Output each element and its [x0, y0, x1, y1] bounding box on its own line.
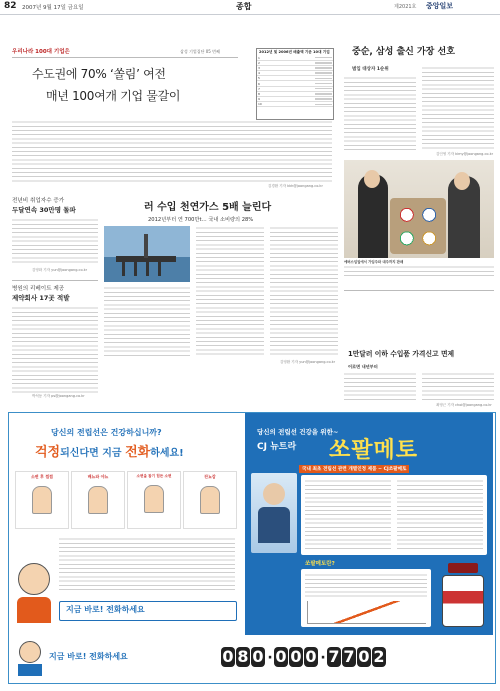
- ad-section: [8, 412, 496, 684]
- ad-left-call-bar: [59, 601, 237, 621]
- left1-byline: 김영화 기자 yun@joongang.co.kr: [32, 268, 88, 272]
- table-rank-cell: 6: [257, 81, 314, 86]
- photo-caption: [344, 260, 494, 284]
- right-bottom-byline: 최영근 기자 choi@joongang.co.kr: [436, 403, 492, 407]
- phone-mascot-head: [19, 641, 41, 663]
- page-number: 82: [4, 1, 17, 11]
- ad-right-man: [263, 483, 285, 505]
- center-body-col3: [270, 226, 338, 358]
- phone-digit: 7: [343, 647, 355, 666]
- right-bottom-kicker: 어로면 내년부터: [348, 364, 378, 369]
- ad-left-headline-word1: 걱정: [35, 445, 61, 460]
- ad-right-image: [251, 473, 297, 553]
- bottle-cap: [448, 563, 478, 573]
- left-small-article-1: [12, 196, 98, 276]
- phone-digit: 0: [358, 647, 370, 666]
- center-byline: 김영환 기자 yun@joongang.co.kr: [280, 360, 336, 364]
- panel-1: [15, 471, 69, 529]
- left2-headline: 제약회사 17곳 적발: [12, 294, 70, 302]
- phone-bar: [9, 637, 493, 681]
- table-rank-cell: 3: [257, 65, 314, 70]
- photo-person-left-face: [364, 170, 380, 188]
- ad-left-headline-word4: 하세요!: [150, 448, 184, 459]
- panel-4: [183, 471, 237, 529]
- newspaper-logo: 중앙일보: [426, 2, 454, 10]
- phone-digit: 8: [237, 647, 249, 666]
- photo-caption-text: [344, 265, 494, 279]
- left-small-article-2: [12, 284, 98, 402]
- left2-body: [12, 306, 98, 394]
- ad-right-chart-line: [307, 601, 426, 624]
- right-bottom-headline: 1만달러 이하 수입품 가격신고 면제: [348, 350, 455, 358]
- photo-plates-display: [390, 198, 446, 254]
- ad-right-man-body: [258, 507, 290, 543]
- main-article-byline: 김경환 기자 kkh@joongang.co.kr: [268, 184, 323, 188]
- center-body-col2: [196, 226, 264, 358]
- ad-left-headline-word2: 되신다면 지금: [60, 448, 126, 459]
- phone-number[interactable]: [221, 647, 387, 667]
- table-rank-cell: 8: [257, 91, 314, 96]
- divider: [12, 280, 98, 281]
- phone-separator: ·: [320, 650, 326, 666]
- center-subhead: 2012년부터 연 700만t… 국내 소비량의 28%: [148, 217, 254, 223]
- panel-3-label: 소변을 참기 힘든 소변: [136, 474, 172, 478]
- main-article-body: [12, 120, 332, 182]
- table-company-cell: [314, 102, 333, 107]
- main-headline-line1: 수도권에 70% ‘쏠림’ 여전: [32, 67, 166, 81]
- right-top-headline: 중순, 삼성 출신 가장 선호: [352, 47, 455, 57]
- ad-right-info-col1: [305, 479, 391, 549]
- ad-right-banner: 국내 최초 전립선 관련 개별인정 제품 ~ CJ쏘팔메토: [299, 465, 409, 473]
- photo-person-right-face: [454, 172, 470, 190]
- panel-2-figure: [88, 486, 108, 514]
- divider: [344, 290, 494, 291]
- phone-digit: 0: [275, 647, 287, 666]
- center-headline: 러 수입 천연가스 5배 늘린다: [144, 202, 272, 213]
- phone-digit: 0: [252, 647, 264, 666]
- ad-left-body: [59, 537, 235, 593]
- photo-platform-tower: [144, 234, 148, 258]
- left1-headline: 두달연속 30만명 돌파: [12, 206, 76, 214]
- table-rank-cell: 2: [257, 60, 314, 65]
- phone-digit: 2: [373, 647, 385, 666]
- photo-platform-legs: [122, 262, 170, 276]
- left1-kicker: 전년비 취업자수 증가: [12, 198, 65, 204]
- photo-gas-platform: [104, 226, 190, 282]
- right-top-byline: 김인영 기자 kimy@joongang.co.kr: [436, 152, 494, 156]
- ad-right: [245, 413, 493, 635]
- ad-left-mascot: [13, 563, 55, 623]
- ad-right-question: 당신의 전립선 건강을 위한~: [257, 428, 339, 436]
- right-top-body-col2: [422, 66, 494, 150]
- phone-mascot-body: [18, 664, 42, 676]
- panel-1-label: 소변 후 찝찝: [30, 474, 54, 479]
- ad-right-chart-box: [301, 569, 431, 627]
- issue-date: 2007년 9월 17일 금요일: [22, 5, 84, 11]
- ranking-table-title: 2012년 및 2006년 매출액 기준 10대 기업: [259, 50, 330, 54]
- ad-right-bottle: [441, 563, 485, 627]
- phone-digit: 0: [290, 647, 302, 666]
- left1-body: [12, 218, 98, 266]
- main-headline-line2: 매년 100여개 기업 물갈이: [46, 89, 181, 103]
- right-bottom-body-col2: [422, 372, 494, 402]
- ad-right-product: 쏘팔메토: [329, 438, 419, 463]
- panel-2: [71, 471, 125, 529]
- phone-digit: 0: [305, 647, 317, 666]
- ad-left-headline: [35, 441, 184, 460]
- panel-3: [127, 471, 181, 529]
- table-rank-cell: 10: [257, 102, 314, 107]
- ad-left-panels: [15, 471, 235, 527]
- ad-left-subhead: 당신의 전립선은 건강하십니까?: [51, 428, 162, 437]
- mascot-body: [17, 597, 51, 623]
- ad-left-call-text: 지금 바로! 전화하세요: [66, 605, 145, 614]
- photo-caption-title: 에버스임일에서 가임주와 대주까지 판매: [344, 260, 404, 264]
- panel-4-figure: [200, 486, 220, 514]
- divider: [12, 57, 238, 58]
- ad-left: [9, 413, 241, 635]
- right-bottom-article: [344, 298, 494, 408]
- left2-kicker: 병원의 리베이트 제공: [12, 286, 65, 292]
- panel-3-figure: [144, 485, 164, 513]
- phone-digit: 7: [328, 647, 340, 666]
- ranking-table: [256, 48, 334, 120]
- ad-right-info-col2: [397, 479, 483, 549]
- table-rank-cell: 7: [257, 86, 314, 91]
- main-article-header: [12, 47, 238, 115]
- ad-right-sub: 쏘팔메토란?: [305, 561, 335, 567]
- phone-mascot: [15, 641, 45, 675]
- phone-cta: 지금 바로! 전화하세요: [49, 652, 128, 661]
- bottle-body: [442, 575, 484, 627]
- phone-separator: ·: [267, 650, 273, 666]
- main-article-kicker: 우리나라 100대 기업은: [12, 49, 70, 55]
- panel-1-figure: [32, 486, 52, 514]
- left2-byline: 박석동 기자 ps@joongang.co.kr: [32, 394, 85, 398]
- mascot-head: [18, 563, 50, 595]
- ad-right-info-box: [301, 475, 487, 555]
- ad-right-chart-text: [305, 573, 427, 597]
- table-rank-cell: 5: [257, 76, 314, 81]
- center-article: [104, 194, 338, 406]
- phone-digit: 0: [222, 647, 234, 666]
- right-bottom-body-col1: [344, 372, 416, 402]
- panel-2-label: 배뇨와 야뇨: [87, 474, 109, 479]
- photo-saleswomen: [344, 160, 494, 258]
- table-rank-cell: 1: [257, 56, 314, 61]
- right-top-body-col1: [344, 76, 416, 150]
- edition-number: 제2021호: [394, 4, 417, 10]
- ranking-table-grid: [257, 56, 333, 108]
- ad-left-headline-word3: 전화: [125, 445, 151, 460]
- ad-right-brand: CJ 뉴트라: [257, 442, 297, 452]
- right-top-kicker: 범입 대상자 1순위: [352, 67, 389, 72]
- table-rank-cell: 4: [257, 71, 314, 76]
- main-article-subkicker: 삼성 기업집단 05 번째: [180, 49, 220, 54]
- section-name: 종합: [236, 2, 252, 11]
- right-top-article: [344, 38, 494, 338]
- table-rank-cell: 9: [257, 97, 314, 102]
- center-body-col1: [104, 286, 190, 358]
- table-row: [257, 102, 333, 107]
- page-header: [0, 0, 500, 15]
- panel-4-label: 잔뇨감: [204, 474, 216, 479]
